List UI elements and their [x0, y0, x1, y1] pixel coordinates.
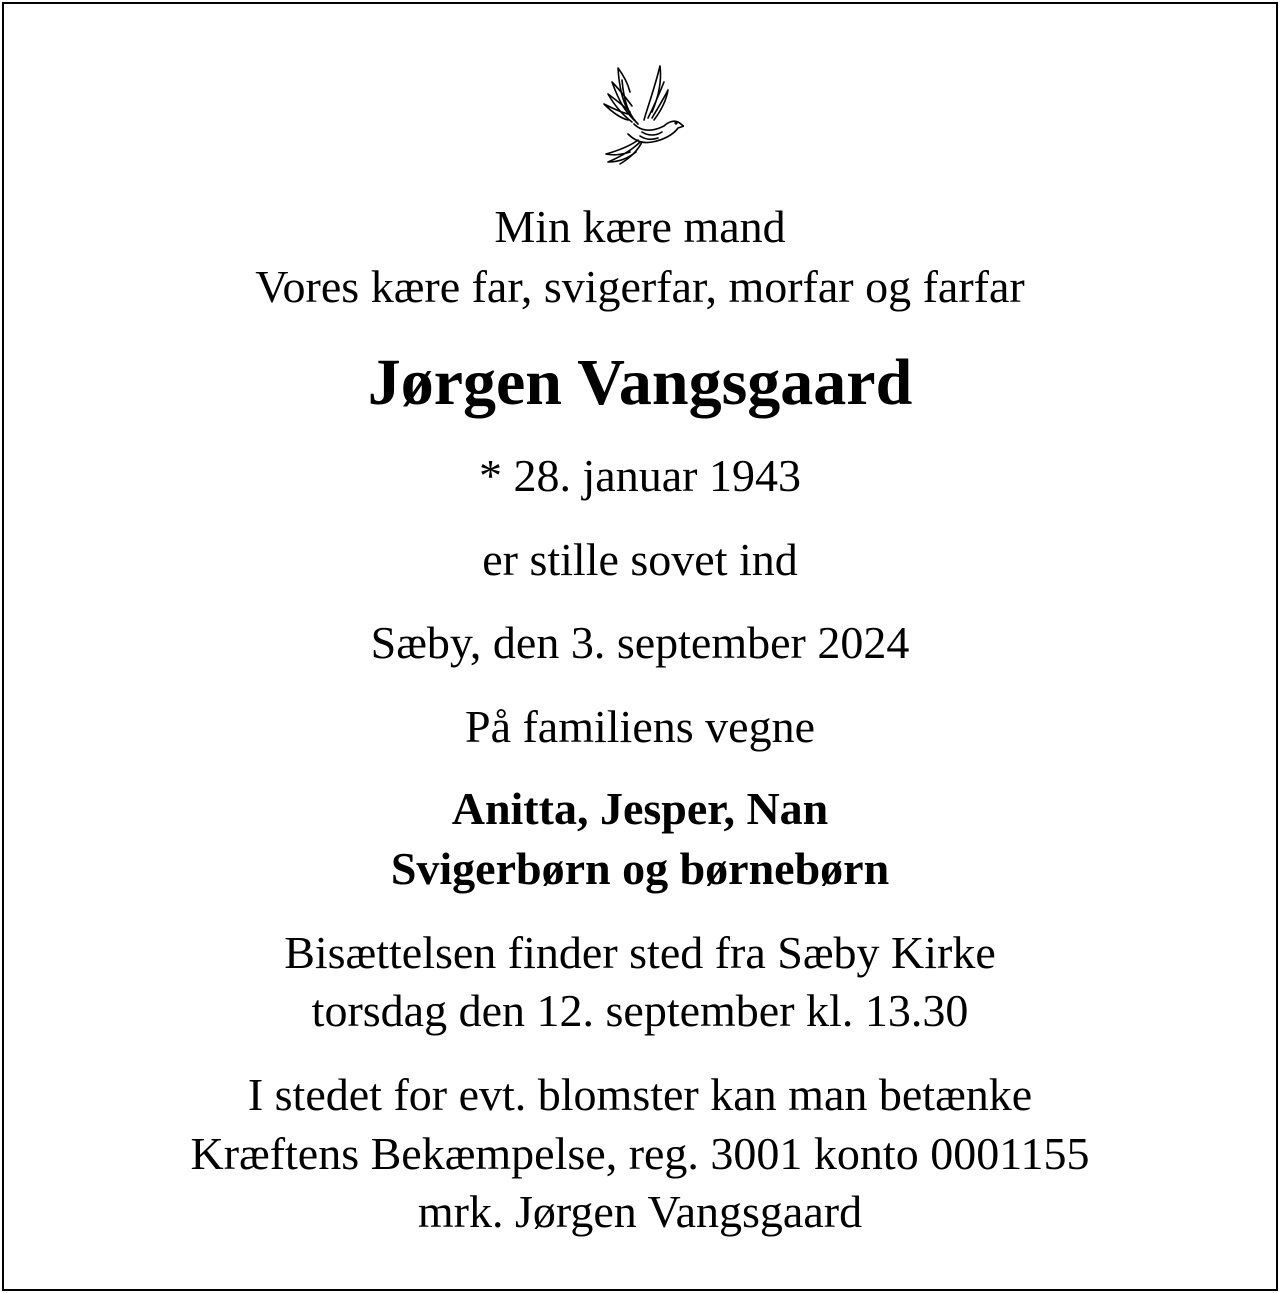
funeral-line-1: Bisættelsen finder sted fra Sæby Kirke: [284, 927, 996, 978]
donation-line-1: I stedet for evt. blomster kan man betænke: [247, 1069, 1033, 1120]
funeral-line-2: torsdag den 12. september kl. 13.30: [311, 985, 969, 1036]
intro-line-1: Min kære mand: [494, 201, 786, 252]
dove-icon: [598, 62, 684, 166]
family-names-line-2: Svigerbørn og børnebørn: [390, 843, 890, 894]
donation-line-2: Kræftens Bekæmpelse, reg. 3001 konto 0001155: [190, 1128, 1090, 1179]
donation-line-3: mrk. Jørgen Vangsgaard: [417, 1186, 863, 1237]
place-and-date: Sæby, den 3. september 2024: [370, 617, 910, 668]
birth-date: * 28. januar 1943: [479, 450, 801, 501]
intro-line-2: Vores kære far, svigerfar, morfar og farfar: [255, 261, 1025, 312]
passing-text: er stille sovet ind: [482, 534, 798, 585]
family-names-line-1: Anitta, Jesper, Nan: [451, 783, 829, 834]
on-behalf-text: På familiens vegne: [464, 701, 815, 752]
deceased-name: Jørgen Vangsgaard: [367, 346, 913, 419]
